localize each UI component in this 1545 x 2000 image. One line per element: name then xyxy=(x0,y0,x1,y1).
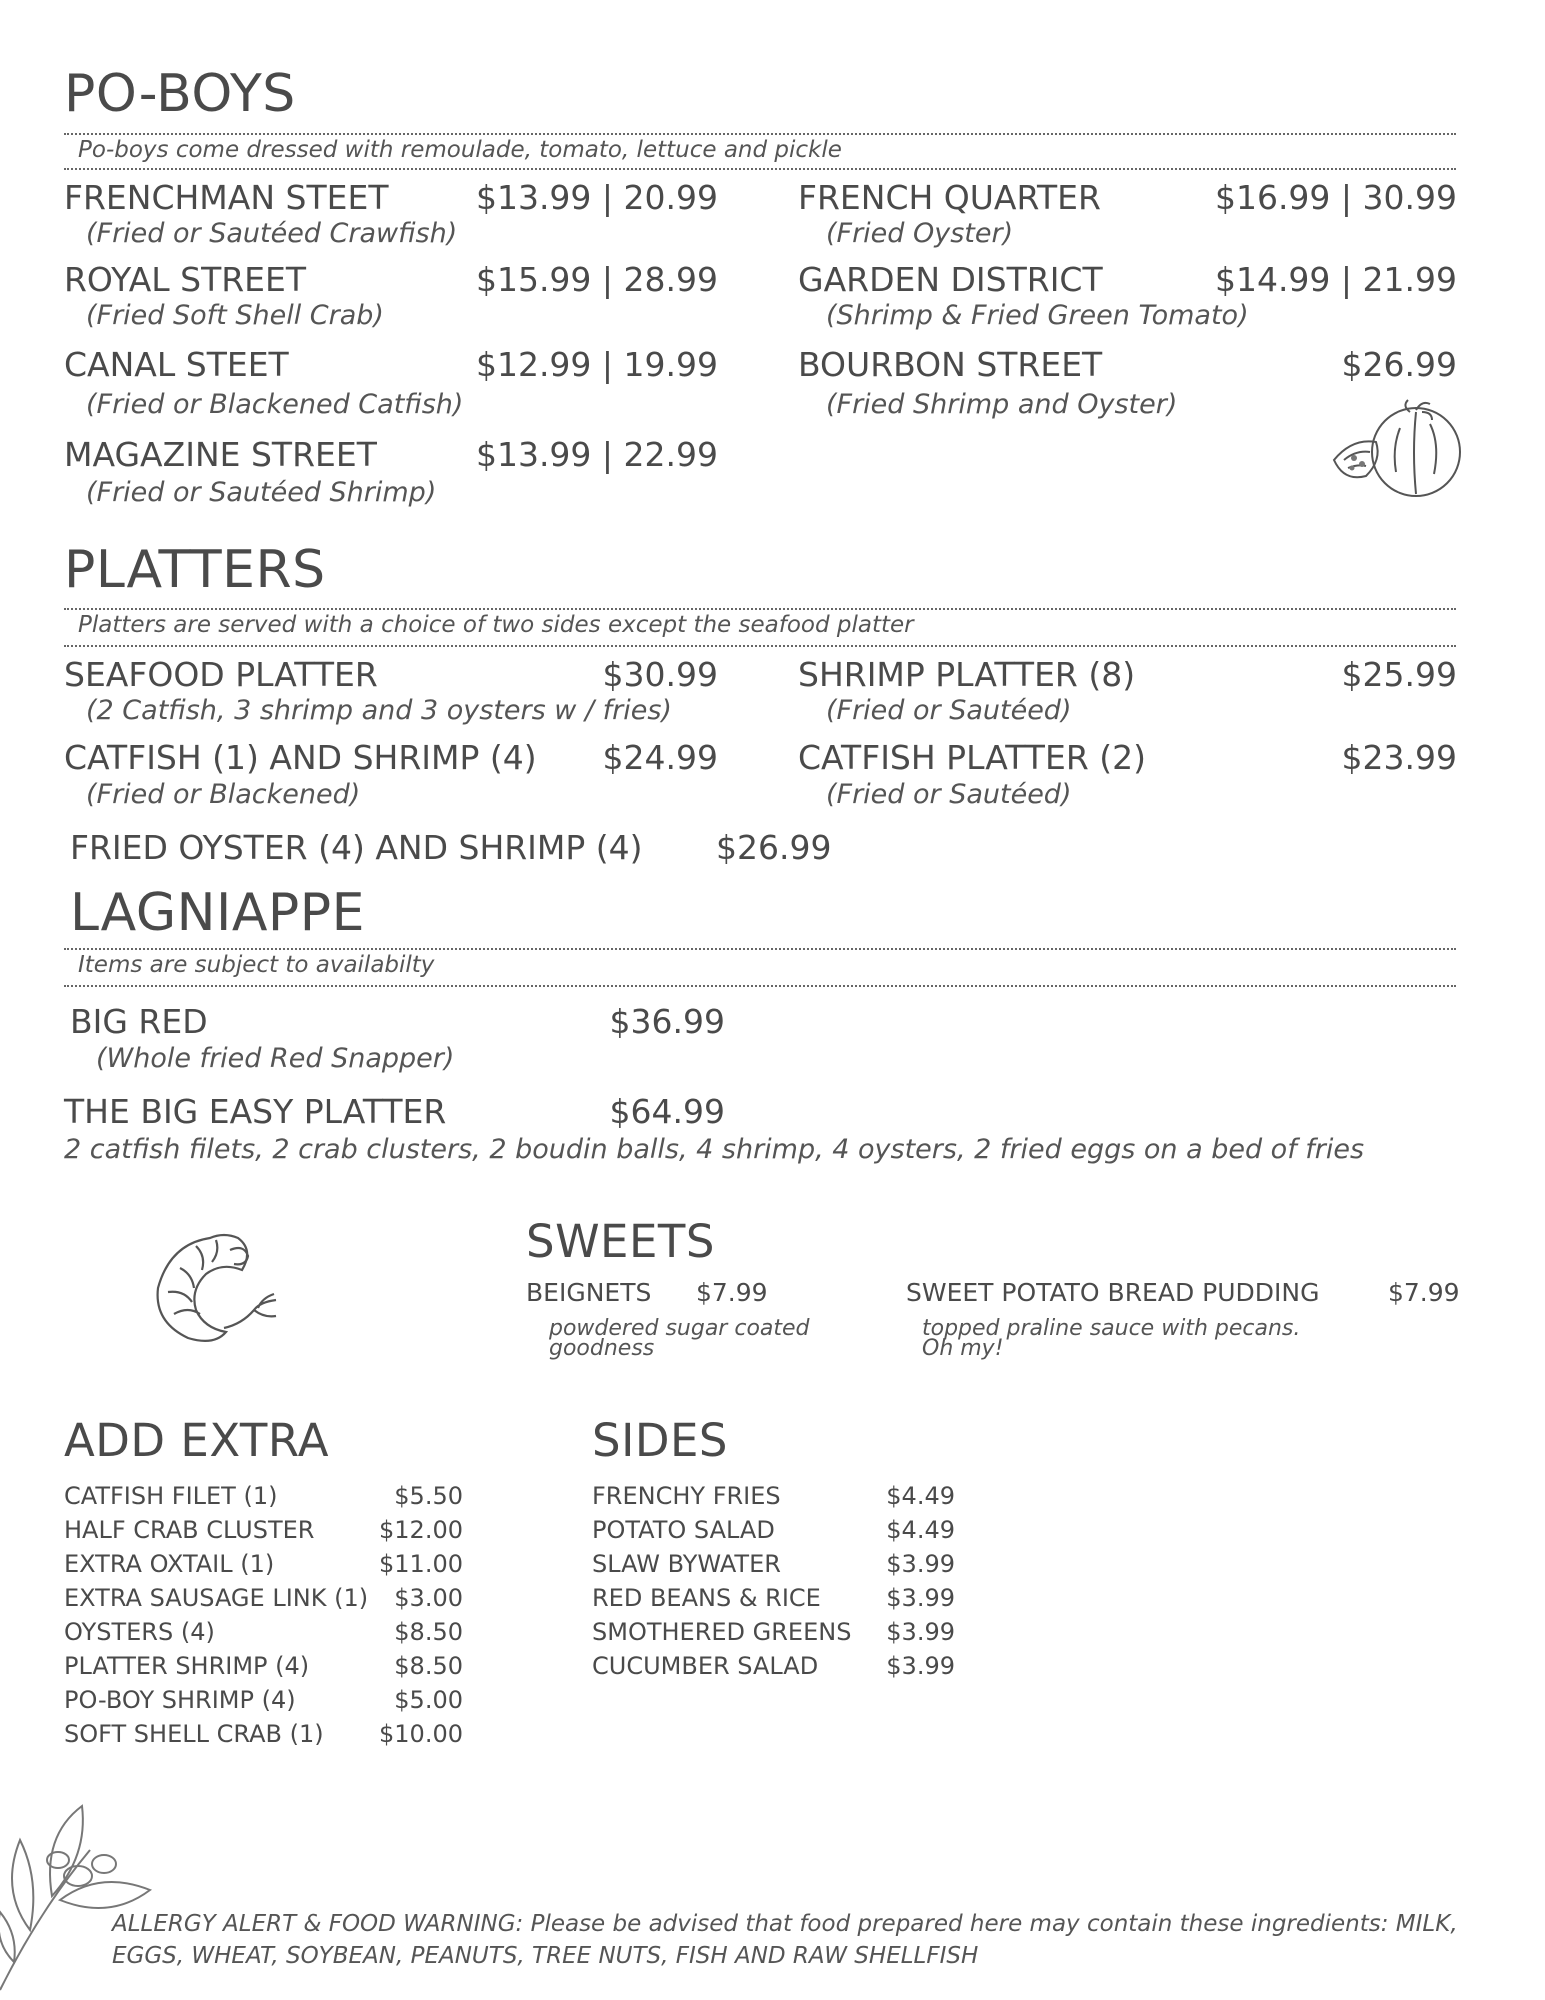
menu-item-desc: Oh my! xyxy=(922,1336,1004,1361)
menu-item-price: $7.99 xyxy=(1388,1278,1460,1307)
list-item-price: $3.99 xyxy=(886,1550,955,1578)
poboys-note: Po-boys come dressed with remoulade, tomato, lettuce and pickle xyxy=(78,137,842,163)
menu-item-name: BOURBON STREET xyxy=(798,345,1103,384)
menu-item-name: BEIGNETS xyxy=(526,1278,652,1307)
list-item-price: $5.00 xyxy=(394,1686,463,1714)
menu-item-price: $24.99 xyxy=(602,738,718,777)
menu-item-desc: (Fried or Sautéed Shrimp) xyxy=(86,477,437,508)
list-item-name: RED BEANS & RICE xyxy=(592,1584,821,1612)
list-item-price: $3.99 xyxy=(886,1618,955,1646)
menu-item-name: FRENCHMAN STEET xyxy=(64,178,389,217)
list-item-name: SLAW BYWATER xyxy=(592,1550,781,1578)
menu-item-price: $16.99 | 30.99 xyxy=(1214,178,1457,217)
sweets-heading: SWEETS xyxy=(526,1215,715,1268)
menu-item-desc: topped praline sauce with pecans. xyxy=(922,1316,1301,1341)
menu-item-name: BIG RED xyxy=(70,1002,208,1041)
list-item-name: PLATTER SHRIMP (4) xyxy=(64,1652,310,1680)
menu-item-name: THE BIG EASY PLATTER xyxy=(64,1092,447,1131)
menu-item-desc: (Fried or Sautéed) xyxy=(826,695,1072,726)
menu-item-name: SEAFOOD PLATTER xyxy=(64,655,378,694)
menu-item-price: $25.99 xyxy=(1341,655,1457,694)
lagniappe-rule-bottom xyxy=(64,985,1456,987)
list-item-name: PO-BOY SHRIMP (4) xyxy=(64,1686,296,1714)
list-item-price: $4.49 xyxy=(886,1482,955,1510)
menu-item-desc: goodness xyxy=(549,1336,655,1361)
menu-item-desc: (Fried or Blackened) xyxy=(86,779,361,810)
list-item-name: FRENCHY FRIES xyxy=(592,1482,781,1510)
menu-item-desc: (Fried or Blackened Catfish) xyxy=(86,389,464,420)
list-item-price: $3.99 xyxy=(886,1584,955,1612)
list-item-price: $11.00 xyxy=(379,1550,463,1578)
menu-item-price: $12.99 | 19.99 xyxy=(475,345,718,384)
menu-item-desc: (Shrimp & Fried Green Tomato) xyxy=(826,300,1249,331)
list-item-name: POTATO SALAD xyxy=(592,1516,775,1544)
lagniappe-rule-top xyxy=(64,948,1456,950)
allergy-warning: ALLERGY ALERT & FOOD WARNING: Please be advised that food prepared here may contain these ingredients: MILK, EGGS, WHEAT, SOYBEAN, PEANUTS, TREE NUTS, FISH AND RAW SHELLFISH xyxy=(112,1911,1458,1969)
menu-item-desc: (Fried or Sautéed) xyxy=(826,779,1072,810)
menu-item-price: $26.99 xyxy=(1341,345,1457,384)
menu-item-price: $13.99 | 22.99 xyxy=(475,435,718,474)
list-item-name: SMOTHERED GREENS xyxy=(592,1618,852,1646)
list-item-name: CATFISH FILET (1) xyxy=(64,1482,278,1510)
list-item-name: EXTRA OXTAIL (1) xyxy=(64,1550,275,1578)
menu-item-name: SHRIMP PLATTER (8) xyxy=(798,655,1136,694)
list-item-price: $8.50 xyxy=(394,1618,463,1646)
menu-item-name: CATFISH PLATTER (2) xyxy=(798,738,1146,777)
menu-item-price: $26.99 xyxy=(716,828,832,867)
platters-note: Platters are served with a choice of two sides except the seafood platter xyxy=(78,612,914,638)
menu-item-name: FRENCH QUARTER xyxy=(798,178,1101,217)
menu-item-desc: (Fried Soft Shell Crab) xyxy=(86,300,384,331)
menu-item-price: $64.99 xyxy=(609,1092,725,1131)
list-item-name: HALF CRAB CLUSTER xyxy=(64,1516,315,1544)
menu-item-desc: (2 Catfish, 3 shrimp and 3 oysters w / fries) xyxy=(86,695,672,726)
menu-item-price: $30.99 xyxy=(602,655,718,694)
add-extra-heading: ADD EXTRA xyxy=(64,1414,330,1467)
lagniappe-heading: LAGNIAPPE xyxy=(70,883,365,943)
lagniappe-note: Items are subject to availabilty xyxy=(78,952,435,978)
menu-item-name: ROYAL STREET xyxy=(64,260,307,299)
menu-item-price: $36.99 xyxy=(609,1002,725,1041)
menu-item-price: $7.99 xyxy=(696,1278,768,1307)
list-item-name: CUCUMBER SALAD xyxy=(592,1652,819,1680)
poboys-rule-top xyxy=(64,133,1456,135)
menu-item-desc: powdered sugar coated xyxy=(549,1316,810,1341)
list-item-price: $12.00 xyxy=(379,1516,463,1544)
list-item-price: $3.00 xyxy=(394,1584,463,1612)
list-item-price: $10.00 xyxy=(379,1720,463,1748)
menu-item-name: CATFISH (1) AND SHRIMP (4) xyxy=(64,738,537,777)
menu-item-price: $13.99 | 20.99 xyxy=(475,178,718,217)
shrimp-illustration-icon xyxy=(150,1228,282,1346)
platters-rule-top xyxy=(64,608,1456,610)
poboys-heading: PO-BOYS xyxy=(64,64,296,124)
menu-item-desc: (Fried Oyster) xyxy=(826,218,1014,249)
menu-item-desc: (Fried or Sautéed Crawfish) xyxy=(86,218,458,249)
menu-item-desc: (Fried Shrimp and Oyster) xyxy=(826,389,1178,420)
menu-item-name: SWEET POTATO BREAD PUDDING xyxy=(906,1278,1320,1307)
list-item-price: $5.50 xyxy=(394,1482,463,1510)
menu-item-desc: (Whole fried Red Snapper) xyxy=(96,1043,455,1074)
platters-heading: PLATTERS xyxy=(64,540,326,600)
sides-heading: SIDES xyxy=(592,1414,728,1467)
list-item-price: $4.49 xyxy=(886,1516,955,1544)
menu-item-name: MAGAZINE STREET xyxy=(64,435,377,474)
list-item-price: $8.50 xyxy=(394,1652,463,1680)
list-item-name: OYSTERS (4) xyxy=(64,1618,215,1646)
menu-item-desc: 2 catfish filets, 2 crab clusters, 2 boudin balls, 4 shrimp, 4 oysters, 2 fried eggs on a bed of fries xyxy=(64,1134,1365,1165)
list-item-name: SOFT SHELL CRAB (1) xyxy=(64,1720,324,1748)
poboys-rule-bottom xyxy=(64,168,1456,170)
tomato-illustration-icon xyxy=(1330,398,1466,502)
menu-item-name: GARDEN DISTRICT xyxy=(798,260,1103,299)
menu-item-price: $15.99 | 28.99 xyxy=(475,260,718,299)
list-item-name: EXTRA SAUSAGE LINK (1) xyxy=(64,1584,369,1612)
menu-item-price: $23.99 xyxy=(1341,738,1457,777)
platters-rule-bottom xyxy=(64,645,1456,647)
menu-item-name: CANAL STEET xyxy=(64,345,289,384)
menu-item-name: FRIED OYSTER (4) AND SHRIMP (4) xyxy=(70,828,643,867)
menu-item-price: $14.99 | 21.99 xyxy=(1214,260,1457,299)
list-item-price: $3.99 xyxy=(886,1652,955,1680)
